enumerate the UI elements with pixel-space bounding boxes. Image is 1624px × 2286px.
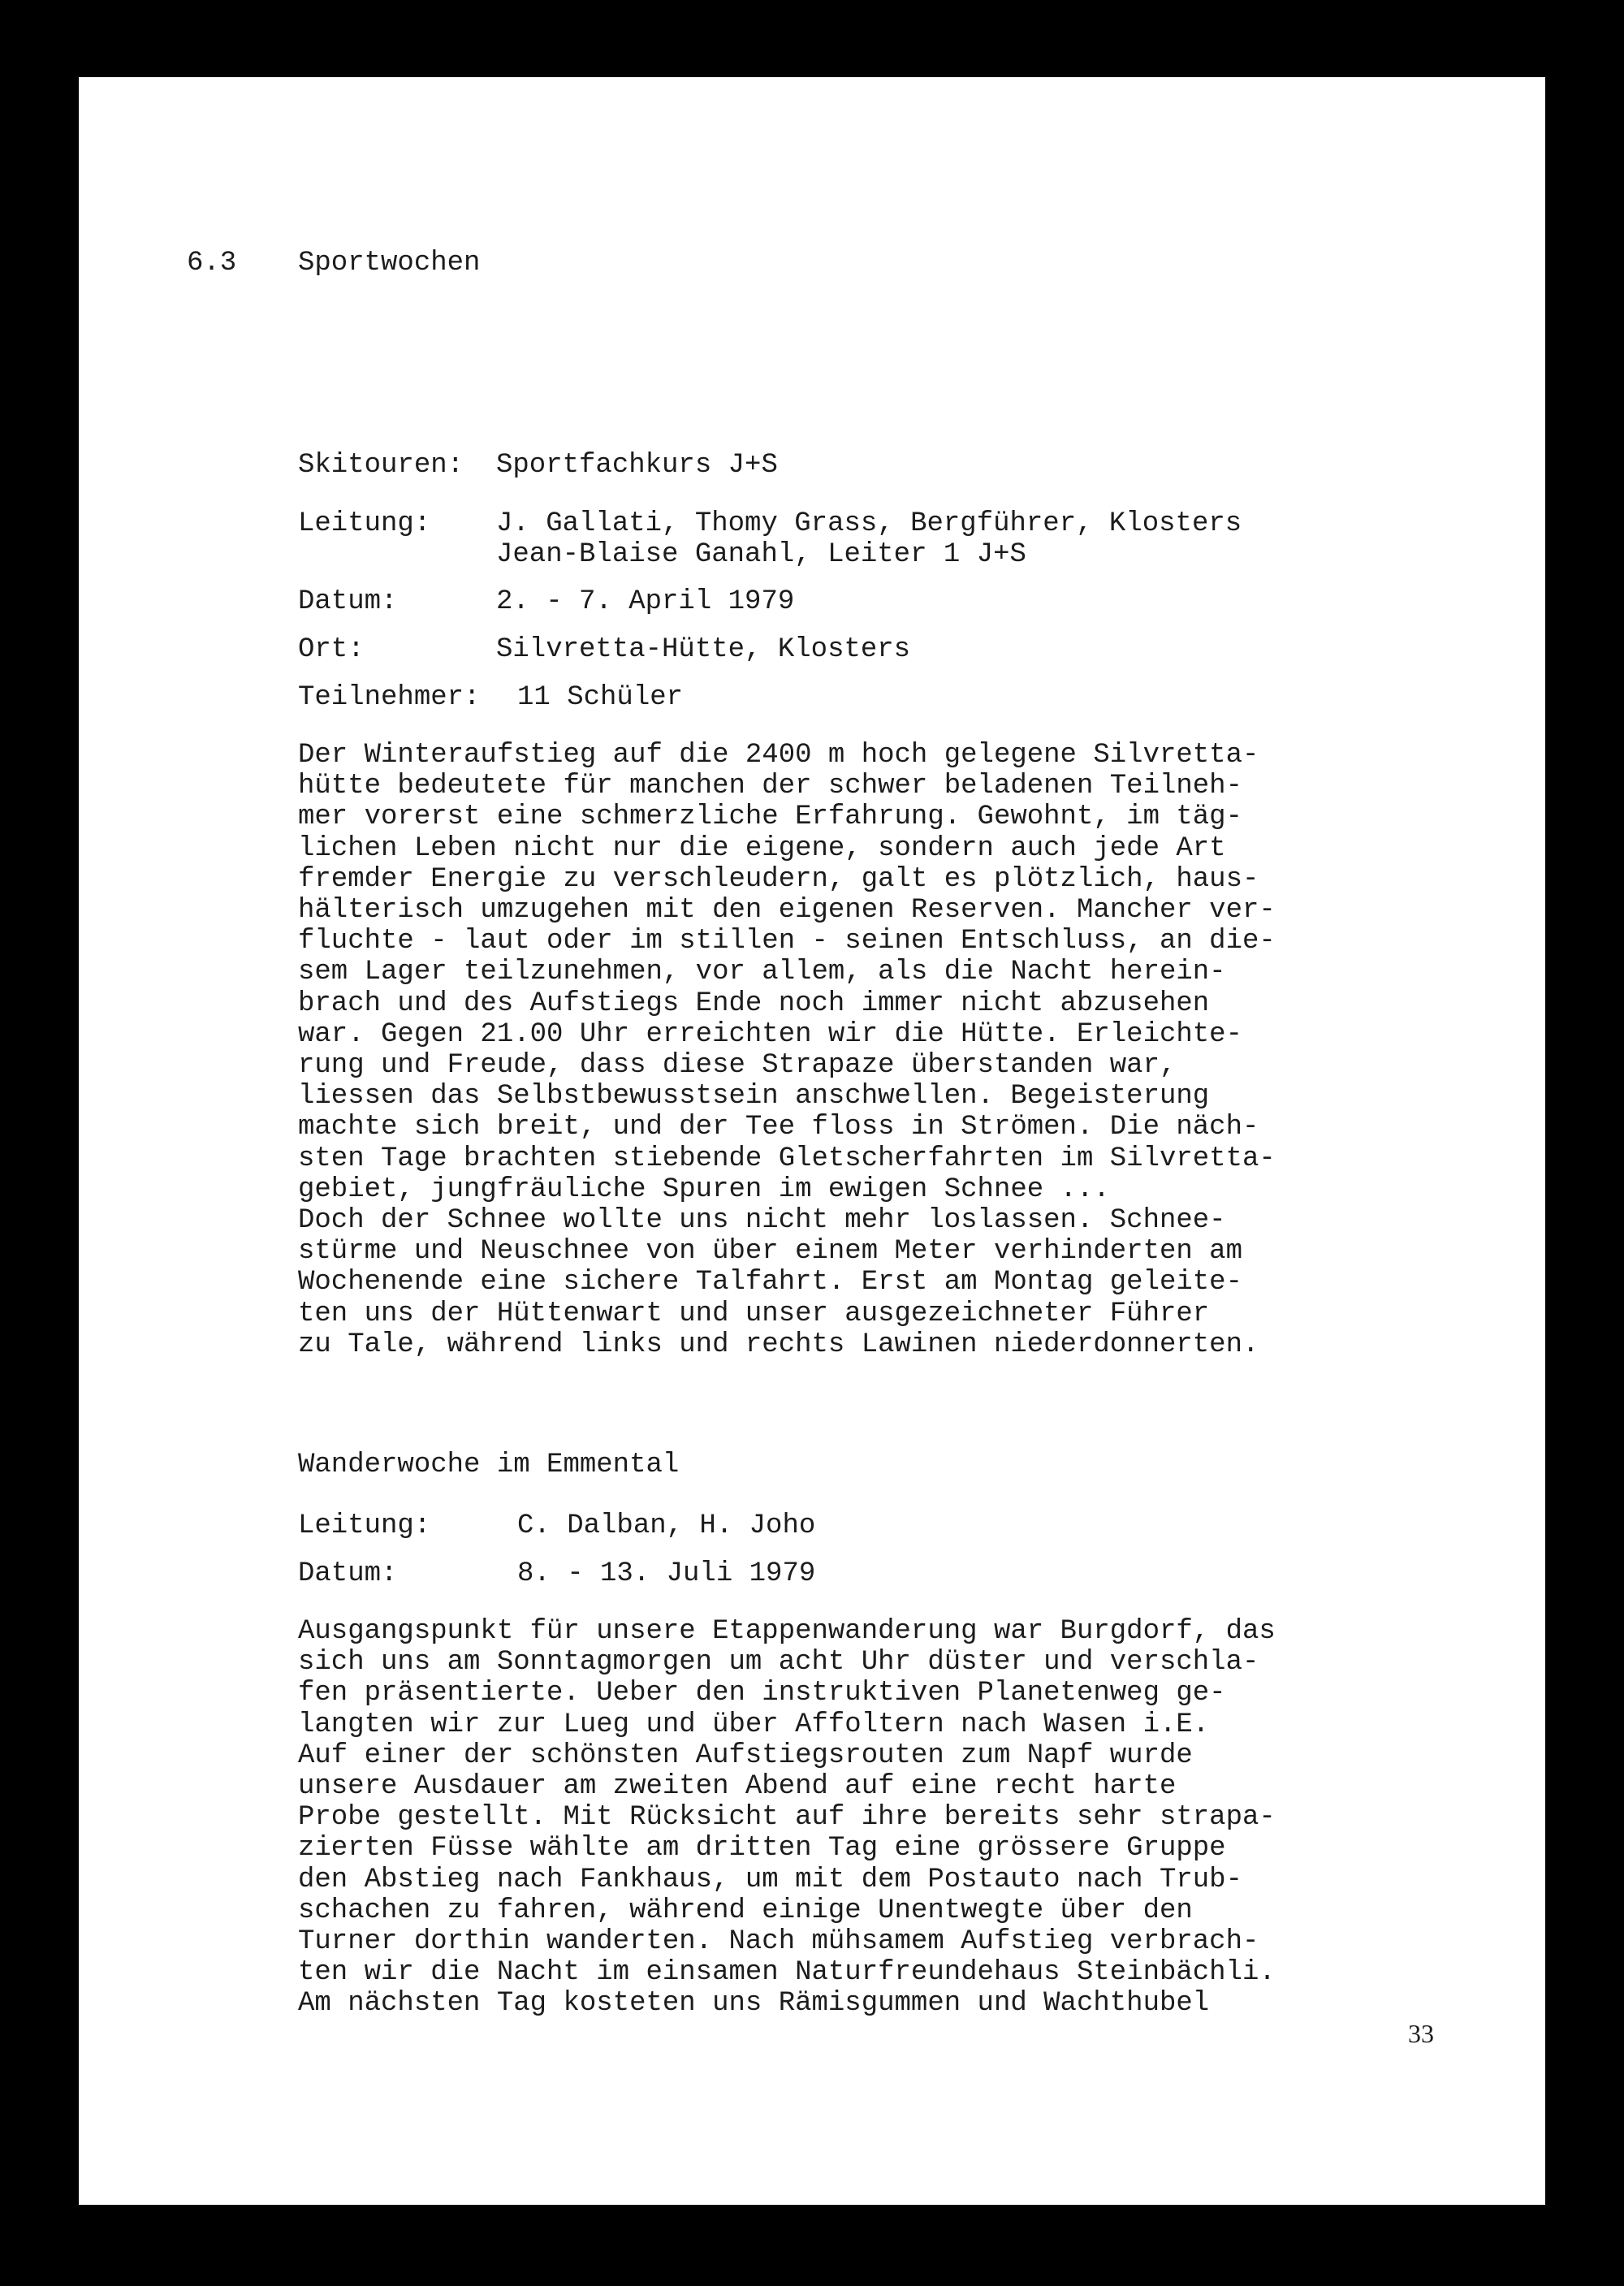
wander-paragraph: Ausgangspunkt für unsere Etappenwanderung war Burgdorf, das sich uns am Sonntagmorgen um acht Uhr düster und verschla- fen präsentierte. Ueber den instruktiven Planetenweg ge- langten wir zur Lueg und über Affoltern nach Wasen i.E. Auf einer der schönsten Aufstiegsrouten zum Napf wurde unsere Ausdauer am zweiten Abend auf eine recht harte Probe gestellt. Mit Rücksicht auf ihre bereits sehr strapa- zierten Füsse wählte am dritten Tag eine grössere Gruppe den Abstieg nach Fankhaus, um mit dem Postauto nach Trub- schachen zu fahren, während einige Unentwegte über den Turner dorthin wanderten. Nach mühsamem Aufstieg verbrach- ten wir die Nacht im einsamen Naturfreundehaus Steinbächli. Am nächsten Tag kosteten uns Rämisgummen und Wachthubel [298,1616,1276,2020]
ski-leitung-line2: Jean-Blaise Ganahl, Leiter 1 J+S [496,539,1026,570]
ski-datum-label: Datum: [298,586,398,617]
ski-heading-value: Sportfachkurs J+S [496,450,778,481]
ski-paragraph: Der Winteraufstieg auf die 2400 m hoch gelegene Silvretta- hütte bedeutete für manchen der schwer beladenen Teilneh- mer vorerst eine schmerzliche Erfahrung. Gewohnt, im täg- lichen Leben nicht nur die eigene, sondern auch jede Art fremder Energie zu verschleudern, galt es plötzlich, haus- hälterisch umzugehen mit den eigenen Reserven. Mancher ver- fluchte - laut oder im stillen - seinen Entschluss, an die- sem Lager teilzunehmen, vor allem, als die Nacht herein- brach und des Aufstiegs Ende noch immer nicht abzusehen war. Gegen 21.00 Uhr erreichten wir die Hütte. Erleichte- rung und Freude, dass diese Strapaze überstanden war, liessen das Selbstbewusstsein anschwellen. Begeisterung machte sich breit, und der Tee floss in Strömen. Die näch- sten Tage brachten stiebende Gletscherfahrten im Silvretta- gebiet, jungfräuliche Spuren im ewigen Schnee ... Doch der Schnee wollte uns nicht mehr loslassen. Schnee- stürme und Neuschnee von über einem Meter verhinderten am Wochenende eine sichere Talfahrt. Erst am Montag geleite- ten uns der Hüttenwart und unser ausgezeichneter Führer zu Tale, während links und rechts Lawinen niederdonnerten. [298,740,1276,1360]
page-number: 33 [1408,2019,1434,2048]
ski-ort-value: Silvretta-Hütte, Klosters [496,634,911,665]
section-title: Sportwochen [298,248,481,279]
wander-leitung-value: C. Dalban, H. Joho [517,1510,816,1541]
section-number: 6.3 [187,248,237,279]
ski-leitung-label: Leitung: [298,508,431,539]
wander-datum-value: 8. - 13. Juli 1979 [517,1558,816,1589]
ski-teilnehmer-value: 11 Schüler [517,682,684,713]
ski-datum-value: 2. - 7. April 1979 [496,586,795,617]
ski-heading-label: Skitouren: [298,450,464,481]
wander-heading: Wanderwoche im Emmental [298,1450,680,1480]
ski-ort-label: Ort: [298,634,365,665]
ski-leitung-line1: J. Gallati, Thomy Grass, Bergführer, Klosters [496,508,1242,539]
wander-datum-label: Datum: [298,1558,398,1589]
document-page [79,77,1545,2205]
wander-leitung-label: Leitung: [298,1510,431,1541]
ski-teilnehmer-label: Teilnehmer: [298,682,481,713]
